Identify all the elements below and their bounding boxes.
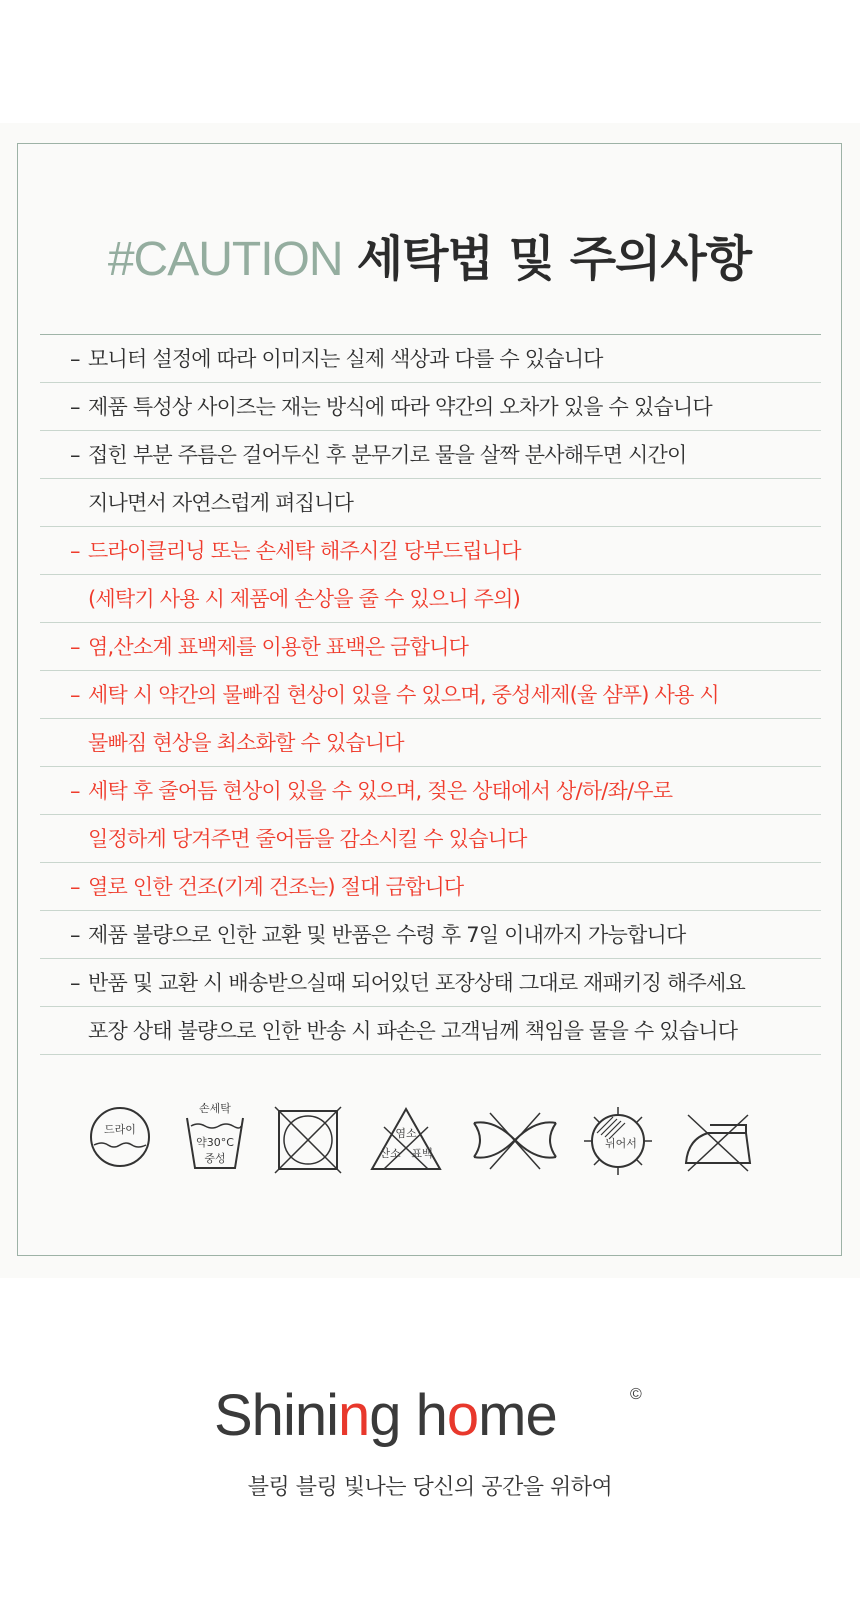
brand-o: o (446, 1383, 479, 1448)
brand-g: g (369, 1383, 401, 1448)
caution-row (40, 671, 821, 719)
brand-me: me (478, 1383, 557, 1448)
caution-row (40, 575, 821, 623)
row-dash: – (70, 395, 80, 419)
svg-text:Shining home (214, 1383, 557, 1448)
no-bleach-icon (368, 1105, 444, 1175)
brand-tagline: 블링 블링 빛나는 당신의 공간을 위하여 (247, 1475, 613, 1500)
hand-wash-top-label: 손세탁 (199, 1102, 231, 1115)
caution-row (40, 1007, 821, 1055)
hand-wash-detergent: 중성 (204, 1152, 226, 1165)
row-text: 접힌 부분 주름은 걸어두신 후 분무기로 물을 살짝 분사해두면 시간이 (88, 443, 687, 467)
row-text: (세탁기 사용 시 제품에 손상을 줄 수 있으니 주의) (88, 587, 521, 611)
row-text: 모니터 설정에 따라 이미지는 실제 색상과 다를 수 있습니다 (88, 347, 603, 371)
caution-row (40, 767, 821, 815)
row-dash: – (70, 443, 80, 467)
dry-clean-label: 드라이 (104, 1123, 136, 1136)
dry-clean-icon (88, 1105, 152, 1169)
row-text: 제품 특성상 사이즈는 재는 방식에 따라 약간의 오차가 있을 수 있습니다 (88, 395, 712, 419)
row-dash: – (70, 923, 80, 947)
row-text: 염,산소계 표백제를 이용한 표백은 금합니다 (88, 635, 469, 659)
caution-row (40, 527, 821, 575)
caution-row (40, 383, 821, 431)
row-dash: – (70, 779, 80, 803)
caution-row (40, 623, 821, 671)
no-bleach-right: 표백 (411, 1147, 433, 1160)
row-text: 물빠짐 현상을 최소화할 수 있습니다 (88, 731, 404, 755)
caution-row (40, 479, 821, 527)
caution-row (40, 431, 821, 479)
no-iron-icon (680, 1105, 756, 1175)
row-dash: – (70, 539, 80, 563)
shade-dry-icon (583, 1105, 653, 1177)
caution-row (40, 335, 821, 383)
row-text: 포장 상태 불량으로 인한 반송 시 파손은 고객님께 책임을 물을 수 있습니다 (88, 1019, 738, 1043)
row-dash: – (70, 347, 80, 371)
brand-part1: Shini (214, 1383, 338, 1448)
caution-row (40, 911, 821, 959)
caution-row (40, 815, 821, 863)
caution-card (17, 143, 842, 1256)
brand-h: h (415, 1383, 447, 1448)
row-text: 드라이클리닝 또는 손세탁 해주시길 당부드립니다 (88, 539, 521, 563)
brand-space (401, 1383, 416, 1448)
caution-row (40, 959, 821, 1007)
care-icons (68, 1102, 768, 1185)
shining-home-logo (0, 1377, 860, 1461)
row-text: 반품 및 교환 시 배송받으실때 되어있던 포장상태 그대로 재패키징 해주세요 (88, 971, 745, 995)
caution-row (40, 719, 821, 767)
hand-wash-temp: 약30°C (196, 1136, 234, 1149)
brand-wordmark (210, 1377, 650, 1457)
no-tumble-dry-icon (273, 1105, 343, 1175)
brand-n: n (337, 1383, 370, 1448)
row-text: 세탁 후 줄어듬 현상이 있을 수 있으며, 젖은 상태에서 상/하/좌/우로 (88, 779, 673, 803)
row-dash: – (70, 683, 80, 707)
row-dash: – (70, 875, 80, 899)
caution-heading: 세탁법 및 주의사항 (356, 231, 752, 287)
row-dash: – (70, 635, 80, 659)
row-text: 열로 인한 건조(기계 건조는) 절대 금합니다 (88, 875, 464, 899)
row-text: 세탁 시 약간의 물빠짐 현상이 있을 수 있으며, 중성세제(울 샴푸) 사용 시 (88, 683, 719, 707)
row-text: 지나면서 자연스럽게 펴집니다 (88, 491, 354, 515)
no-wring-icon (470, 1105, 560, 1175)
caution-title (18, 229, 841, 290)
row-text: 일정하게 당겨주면 줄어듬을 감소시킬 수 있습니다 (88, 827, 527, 851)
row-dash: – (70, 971, 80, 995)
caution-hashtag: #CAUTION (107, 233, 343, 286)
hand-wash-icon (183, 1100, 247, 1172)
caution-list (40, 334, 821, 1055)
row-text: 제품 불량으로 인한 교환 및 반품은 수령 후 7일 이내까지 가능합니다 (88, 923, 686, 947)
no-bleach-top: 염소 (395, 1127, 417, 1140)
no-bleach-left: 산소 (379, 1147, 401, 1160)
shade-dry-label: 뉘어서 (605, 1137, 637, 1150)
copyright-mark: © (630, 1386, 642, 1403)
caution-row (40, 863, 821, 911)
